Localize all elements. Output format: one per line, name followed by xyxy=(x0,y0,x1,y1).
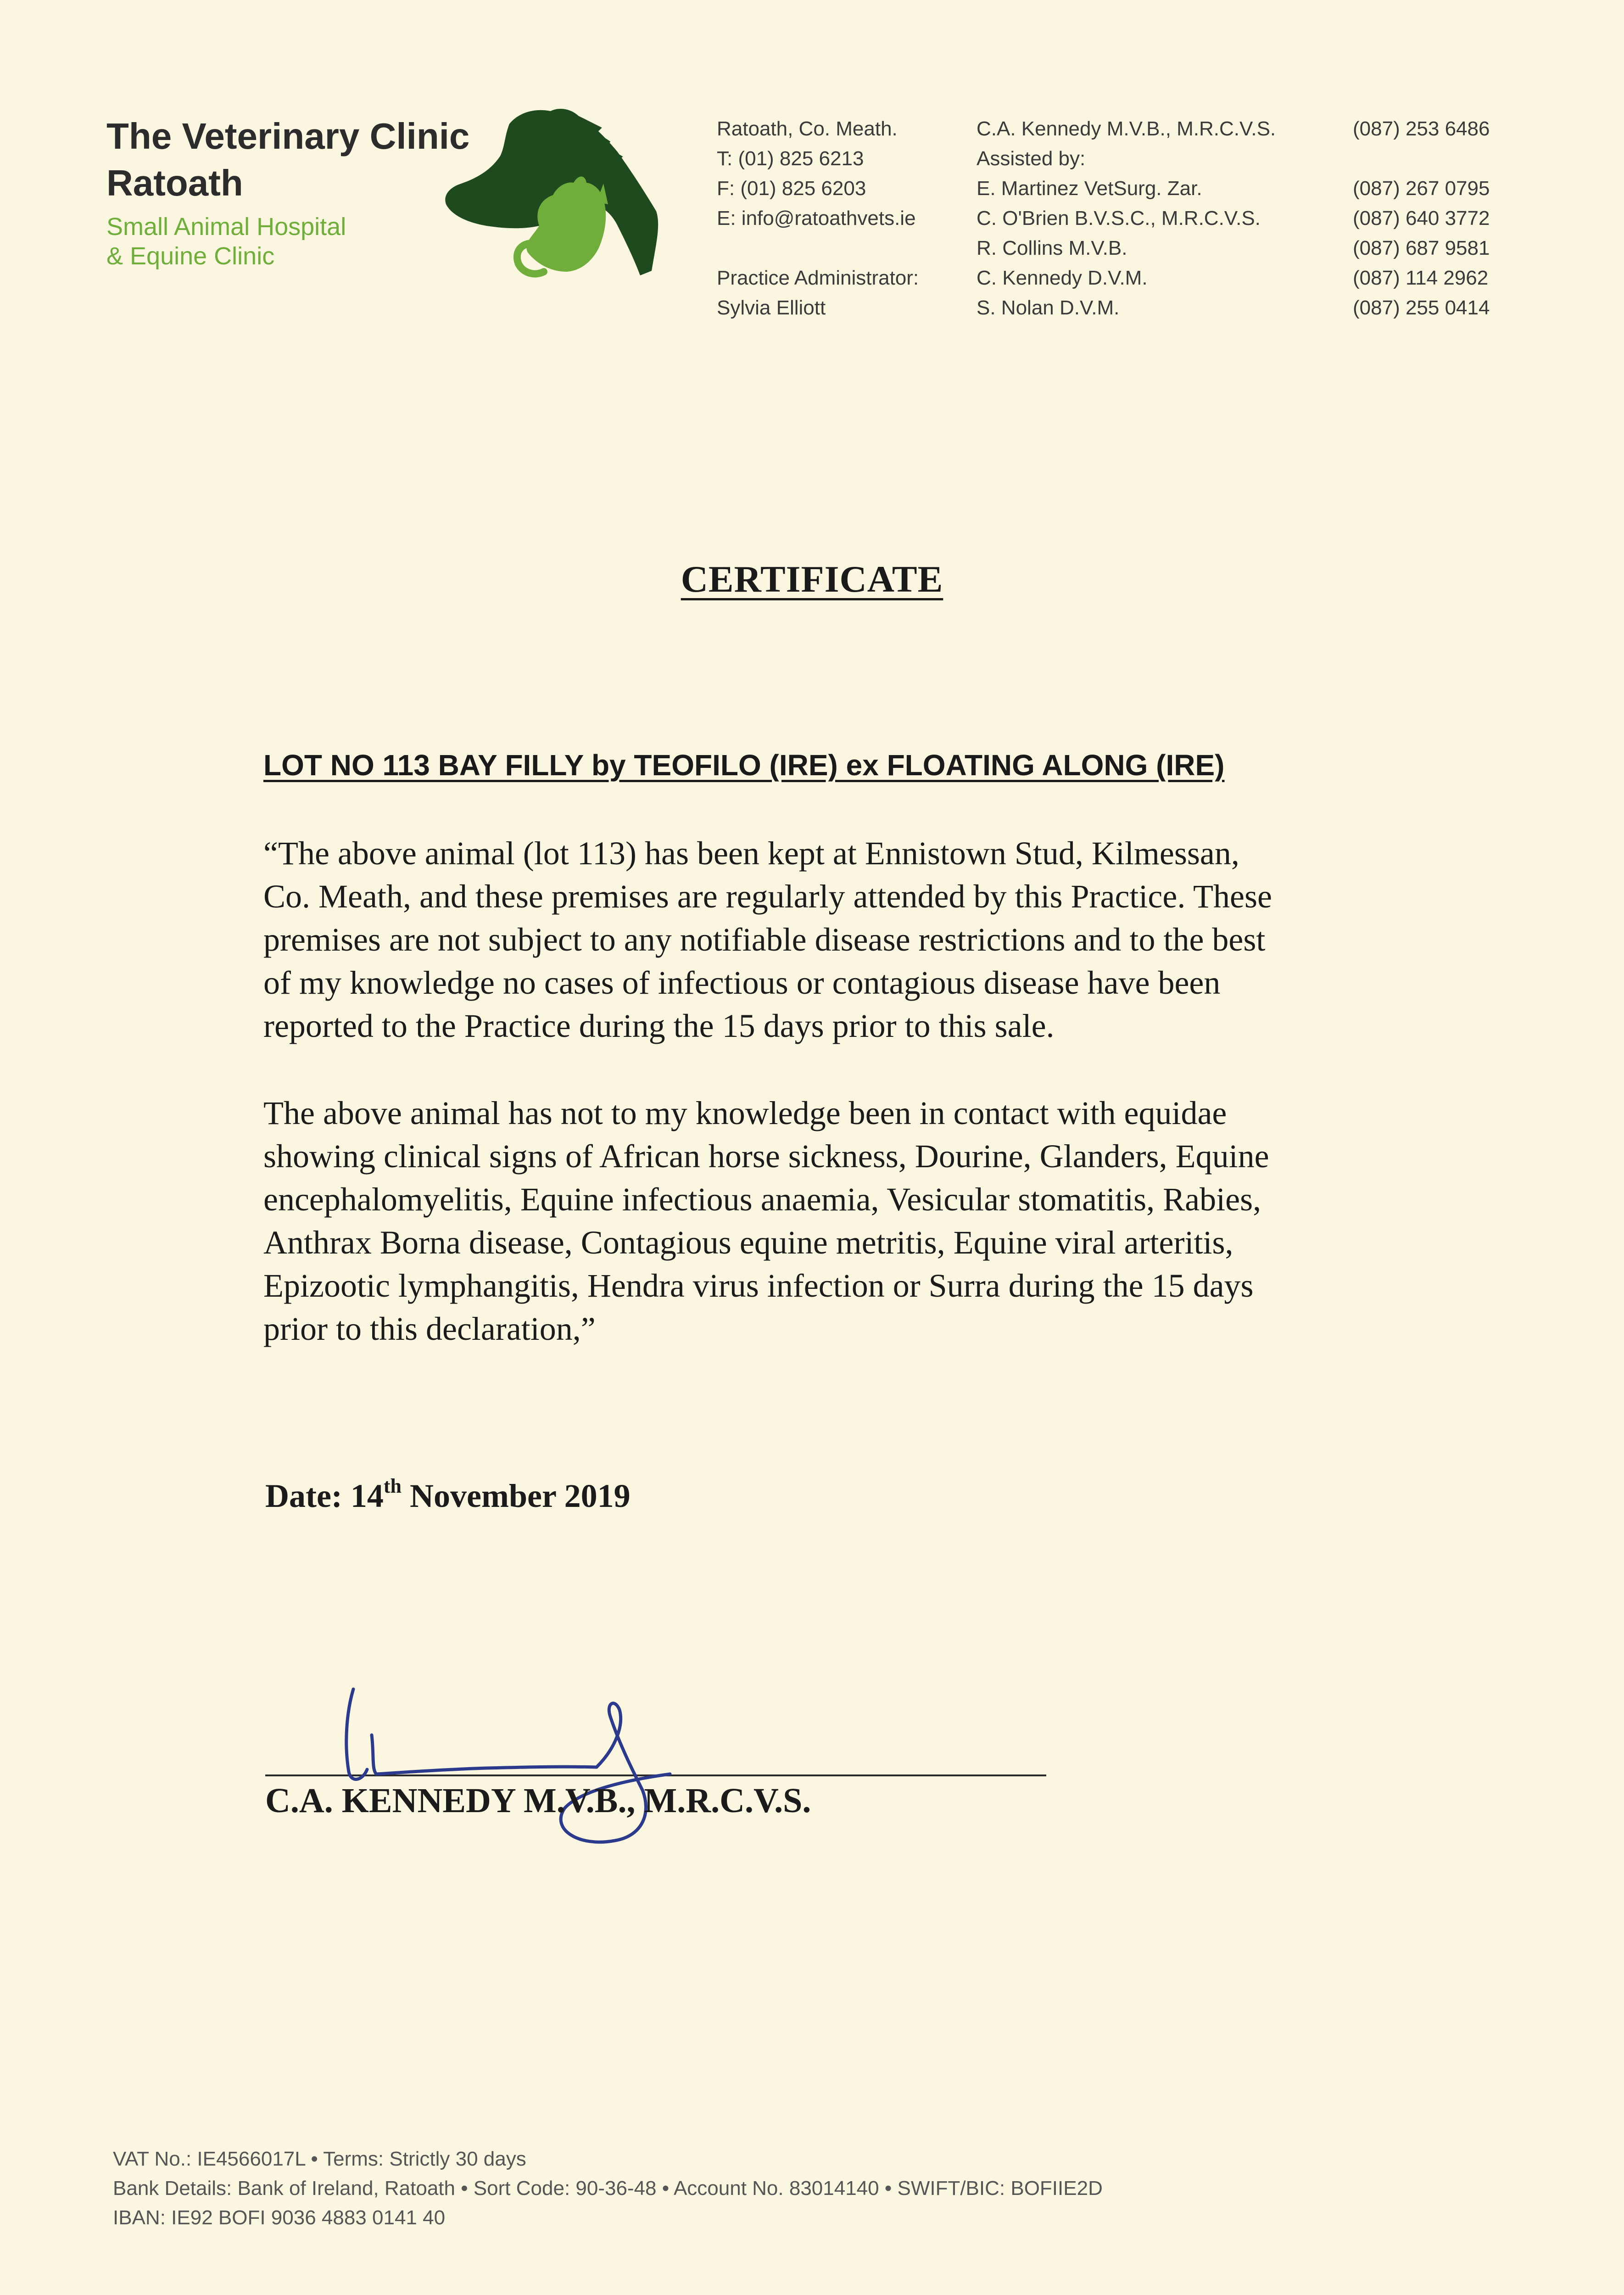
clinic-subtitle-line1: Small Animal Hospital xyxy=(106,213,346,241)
footer-vat-terms: VAT No.: IE4566017L • Terms: Strictly 30 days xyxy=(113,2148,526,2170)
paragraph-line: Epizootic lymphangitis, Hendra virus infection or Surra during the 15 days xyxy=(263,1267,1254,1304)
assisted-by-label: Assisted by: xyxy=(977,147,1086,170)
paragraph-line: of my knowledge no cases of infectious or contagious disease have been xyxy=(263,964,1221,1001)
paragraph-line: Anthrax Borna disease, Contagious equine metritis, Equine viral arteritis, xyxy=(263,1224,1233,1261)
lot-heading: LOT NO 113 BAY FILLY by TEOFILO (IRE) ex FLOATING ALONG (IRE) xyxy=(263,749,1225,782)
letterhead-footer xyxy=(113,2144,1103,2233)
address-email: E: info@ratoathvets.ie xyxy=(717,207,916,230)
assistant-phone: (087) 267 0795 xyxy=(1353,177,1490,200)
paragraph-line: premises are not subject to any notifiable disease restrictions and to the best xyxy=(263,921,1266,958)
assistant-phone: (087) 687 9581 xyxy=(1353,237,1490,259)
assistant-phone: (087) 640 3772 xyxy=(1353,207,1490,230)
date-ordinal-suffix: th xyxy=(383,1475,402,1497)
principal-phone: (087) 253 6486 xyxy=(1353,118,1490,140)
practice-administrator-label: Practice Administrator: xyxy=(717,267,919,289)
signatory-name: C.A. KENNEDY M.V.B., M.R.C.V.S. xyxy=(265,1781,811,1820)
certificate-date xyxy=(265,1477,631,1515)
address-town: Ratoath, Co. Meath. xyxy=(717,118,898,140)
assistant-vet: R. Collins M.V.B. xyxy=(977,237,1127,259)
clinic-name-line2: Ratoath xyxy=(106,162,243,203)
staff-phone-list xyxy=(1353,114,1490,323)
clinic-name-line1: The Veterinary Clinic xyxy=(106,116,470,157)
assistant-phone: (087) 114 2962 xyxy=(1353,267,1489,289)
paragraph-line: “The above animal (lot 113) has been kept at Ennistown Stud, Kilmessan, xyxy=(263,835,1239,872)
principal-vet: C.A. Kennedy M.V.B., M.R.C.V.S. xyxy=(977,118,1276,140)
footer-bank-details: Bank Details: Bank of Ireland, Ratoath • Sort Code: 90-36-48 • Account No. 83014140 • SWIFT/BIC: BOFIIE2D xyxy=(113,2177,1103,2200)
paragraph-line: encephalomyelitis, Equine infectious anaemia, Vesicular stomatitis, Rabies, xyxy=(263,1181,1261,1218)
paragraph-line: Co. Meath, and these premises are regularly attended by this Practice. These xyxy=(263,878,1272,915)
certificate-title: CERTIFICATE xyxy=(681,558,943,600)
practice-administrator-name: Sylvia Elliott xyxy=(717,297,826,319)
clinic-subtitle-line2: & Equine Clinic xyxy=(106,242,275,270)
spacer xyxy=(1353,144,1490,174)
date-label: Date: xyxy=(265,1478,342,1514)
assistant-vet: S. Nolan D.V.M. xyxy=(977,297,1120,319)
clinic-subtitle xyxy=(106,212,346,271)
assistant-vet: E. Martinez VetSurg. Zar. xyxy=(977,177,1202,200)
staff-list xyxy=(977,114,1276,323)
assistant-vet: C. O'Brien B.V.S.C., M.R.C.V.S. xyxy=(977,207,1261,230)
address-fax: F: (01) 825 6203 xyxy=(717,177,866,200)
declaration-paragraph-2 xyxy=(263,1092,1411,1350)
assistant-phone: (087) 255 0414 xyxy=(1353,297,1490,319)
date-day: 14 xyxy=(350,1478,384,1514)
clinic-address-block xyxy=(717,114,919,323)
address-telephone: T: (01) 825 6213 xyxy=(717,147,864,170)
paragraph-line: reported to the Practice during the 15 days prior to this sale. xyxy=(263,1008,1055,1044)
paragraph-line: prior to this declaration,” xyxy=(263,1310,596,1347)
paragraph-line: The above animal has not to my knowledge been in contact with equidae xyxy=(263,1095,1227,1131)
date-month-year: November 2019 xyxy=(410,1478,631,1514)
horse-dog-cat-logo-icon xyxy=(441,106,670,280)
assistant-vet: C. Kennedy D.V.M. xyxy=(977,267,1148,289)
paragraph-line: showing clinical signs of African horse sickness, Dourine, Glanders, Equine xyxy=(263,1138,1269,1175)
handwritten-signature xyxy=(321,1671,734,1864)
footer-iban: IBAN: IE92 BOFI 9036 4883 0141 40 xyxy=(113,2206,446,2229)
spacer xyxy=(717,233,919,263)
declaration-paragraph-1 xyxy=(263,832,1411,1047)
clinic-name xyxy=(106,113,469,207)
